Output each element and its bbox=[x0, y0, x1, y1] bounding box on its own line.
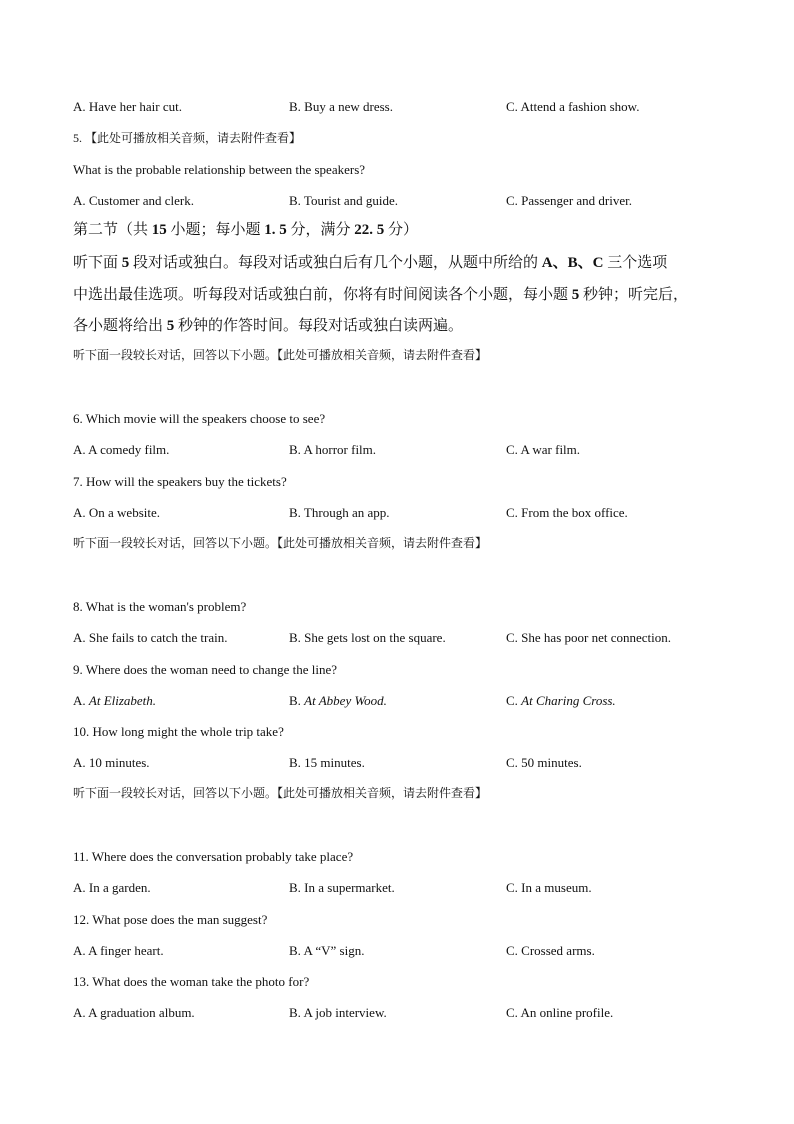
q4-options bbox=[73, 99, 733, 115]
q5-option-b: B. Tourist and guide. bbox=[289, 193, 398, 208]
q6-question: 6. Which movie will the speakers choose to see? bbox=[73, 411, 326, 426]
q6-option-a: A. A comedy film. bbox=[73, 442, 170, 457]
q11-option-b: B. In a supermarket. bbox=[289, 880, 395, 895]
q5-option-c: C. Passenger and driver. bbox=[506, 193, 633, 208]
q9-option-a: A. At Elizabeth. bbox=[73, 693, 157, 708]
dialog-note-1: 听下面一段较长对话，回答以下小题。【此处可播放相关音频，请去附件查看】 bbox=[73, 348, 488, 362]
q10-options bbox=[73, 755, 733, 771]
q9-option-c: C. At Charing Cross. bbox=[506, 693, 616, 708]
q4-option-a: A. Have her hair cut. bbox=[73, 99, 183, 114]
q8-option-b: B. She gets lost on the square. bbox=[289, 630, 446, 645]
q7-question: 7. How will the speakers buy the tickets? bbox=[73, 474, 287, 489]
q10-option-b: B. 15 minutes. bbox=[289, 755, 365, 770]
q13-option-a: A. A graduation album. bbox=[73, 1005, 195, 1020]
q9-option-b: B. At Abbey Wood. bbox=[289, 693, 387, 708]
dialog-note-2: 听下面一段较长对话，回答以下小题。【此处可播放相关音频，请去附件查看】 bbox=[73, 536, 488, 550]
q7-option-a: A. On a website. bbox=[73, 505, 161, 520]
q13-options bbox=[73, 1005, 733, 1021]
section-2-instruction-line-1: 听下面 5 段对话或独白。每段对话或独白后有几个小题，从题中所给的 A、B、C 三个选项 bbox=[73, 255, 668, 271]
q6-option-c: C. A war film. bbox=[506, 442, 581, 457]
q11-option-c: C. In a museum. bbox=[506, 880, 592, 895]
q5-options bbox=[73, 193, 733, 209]
section-2-instruction-line-2: 中选出最佳选项。听每段对话或独白前，你将有时间阅读各个小题，每小题 5 秒钟；听完后， bbox=[73, 287, 689, 303]
q13-question: 13. What does the woman take the photo for? bbox=[73, 974, 310, 989]
q9-question: 9. Where does the woman need to change the line? bbox=[73, 662, 337, 677]
q11-question: 11. Where does the conversation probably take place? bbox=[73, 849, 354, 864]
q8-options bbox=[73, 630, 733, 646]
q11-options bbox=[73, 880, 733, 896]
section-2-instruction-line-3: 各小题将给出 5 秒钟的作答时间。每段对话或独白读两遍。 bbox=[73, 318, 464, 334]
q7-option-c: C. From the box office. bbox=[506, 505, 628, 520]
q5-option-a: A. Customer and clerk. bbox=[73, 193, 194, 208]
q8-question: 8. What is the woman's problem? bbox=[73, 599, 247, 614]
q5-question: What is the probable relationship between the speakers? bbox=[73, 162, 366, 177]
q10-option-c: C. 50 minutes. bbox=[506, 755, 582, 770]
q13-option-c: C. An online profile. bbox=[506, 1005, 614, 1020]
q12-question: 12. What pose does the man suggest? bbox=[73, 912, 268, 927]
q5-audio-note: 5. 【此处可播放相关音频，请去附件查看】 bbox=[73, 131, 302, 145]
q8-option-c: C. She has poor net connection. bbox=[506, 630, 671, 645]
q12-options bbox=[73, 943, 733, 959]
q11-option-a: A. In a garden. bbox=[73, 880, 151, 895]
q4-option-c: C. Attend a fashion show. bbox=[506, 99, 640, 114]
q6-option-b: B. A horror film. bbox=[289, 442, 377, 457]
q6-options bbox=[73, 442, 733, 458]
dialog-note-3: 听下面一段较长对话，回答以下小题。【此处可播放相关音频，请去附件查看】 bbox=[73, 786, 488, 800]
q8-option-a: A. She fails to catch the train. bbox=[73, 630, 228, 645]
section-2-title: 第二节（共 15 小题；每小题 1. 5 分，满分 22. 5 分） bbox=[73, 222, 419, 238]
q12-option-a: A. A finger heart. bbox=[73, 943, 164, 958]
q12-option-b: B. A “V” sign. bbox=[289, 943, 365, 958]
q10-question: 10. How long might the whole trip take? bbox=[73, 724, 284, 739]
q13-option-b: B. A job interview. bbox=[289, 1005, 387, 1020]
q4-option-b: B. Buy a new dress. bbox=[289, 99, 393, 114]
q9-options bbox=[73, 693, 733, 709]
q10-option-a: A. 10 minutes. bbox=[73, 755, 150, 770]
q7-option-b: B. Through an app. bbox=[289, 505, 390, 520]
q12-option-c: C. Crossed arms. bbox=[506, 943, 595, 958]
q7-options bbox=[73, 505, 733, 521]
